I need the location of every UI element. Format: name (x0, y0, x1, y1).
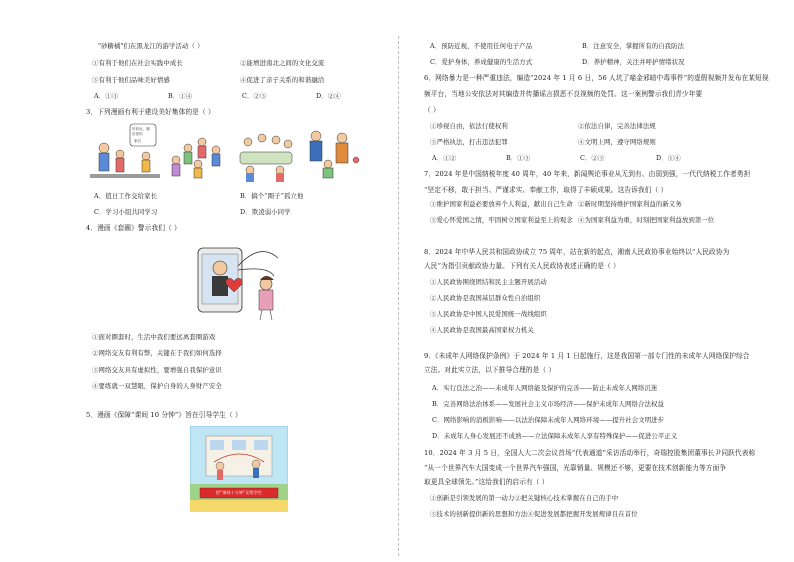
q6-option-c[interactable]: C．②③ (580, 154, 605, 162)
q6-statement: ①珍视自由，依法行使权利 (430, 122, 508, 130)
q10-stem-line: 10．2024 年 3 月 5 日，全国人大二次会议首场“代表通道”采访活动举行，奇瑞控股集团董事长尹同跃代表称 (424, 449, 756, 457)
q3-stem: 3．下列漫画有利于建设美好集体的是（ ） (86, 108, 215, 116)
svg-text:应你你: 应你你 (132, 132, 143, 136)
q4-stem: 4．漫画《套圈》警示我们（ ） (86, 224, 181, 232)
q9-stem-line: 9．《未成年人网络保护条例》于 2024 年 1 月 1 日起施行，这是我国第一部专门性的未成年人网络保护综合 (424, 352, 750, 360)
q5-option-c[interactable]: C．爱护身体，养成健康的生活方式 (430, 58, 533, 66)
q9-option-a[interactable]: A．实行良法之治——未成年人网络能及保护的完善——防止未成年人网络沉迷 (432, 384, 658, 392)
column-divider (398, 36, 399, 556)
q2-statement: ①有利于他们在社会实践中成长 (92, 59, 183, 67)
q2-option-a[interactable]: A．①③ (94, 92, 119, 100)
q3-option-c[interactable]: C．学习小组共同学习 (94, 208, 158, 216)
q7-stem-line: “坚定不移，敢于担当、严谨求实、奉献工作，取得了丰硕成果。这告诉我们（ ） (424, 186, 668, 194)
q10-stem-line: 取更具全球领先。”这给我们的启示有（ ） (424, 478, 549, 486)
q7-statement: ③爱心怀爱国之情，牢固树立国家利益至上的观念 (430, 216, 573, 224)
q4-cartoon-image (190, 236, 288, 322)
q6-stem-line: 频平台，当地公安依法对其编造并传播谣言损恶不良视频的处罚。这一案例警示我们青少年要 (424, 90, 703, 98)
svg-text:家长: 家长 (134, 139, 142, 143)
svg-text:好好玩，顺: 好好玩，顺 (132, 127, 150, 131)
q9-option-d[interactable]: D．未成年人身心发展还不成熟——立法保障未成年人享有特殊保护——促进公平正义 (432, 432, 678, 440)
q5-option-a[interactable]: A．预防近视，不使用任何电子产品 (430, 42, 533, 50)
q6-statement: ④文明上网，遵守网络规则 (578, 138, 656, 146)
q7-statement: ②新时期坚持维护国家利益的新义务 (578, 200, 682, 208)
q6-option-d[interactable]: D．①④ (656, 154, 681, 162)
q4-statement: ③网络交友具有虚拟性，要增强自我保护意识 (92, 366, 222, 374)
q10-stem-line: “从一个世界汽车大国变成一个世界汽车强国，光靠销量、规模还不够，更要在技术创新能力等方面争 (424, 464, 727, 472)
q9-option-b[interactable]: B．完善网络法治体系——发展社会主义市场经济——保护未成年人网络合法权益 (432, 400, 664, 408)
q8-statement: ①人民政协围绕团结和民主主题开展活动 (430, 278, 547, 286)
q10-statement: ③技术的创新提供新的思想和方法④促进发展都把握开发展规律且在首位 (430, 510, 638, 518)
q2-statement: ③有利于他们品味美好情感 (92, 76, 170, 84)
q10-statement: ①创新是引领发展的第一动力②把关键核心技术掌握在自己的手中 (430, 494, 619, 502)
q9-option-c[interactable]: C．网络影响的消极影响——以法治保障未成年人网络环境——提升社会文明进步 (432, 416, 665, 424)
q2-option-c[interactable]: C．②③ (242, 92, 267, 100)
q8-statement: ④人民政协是我国最高国家权力机关 (430, 326, 534, 334)
q5-banner-text: 把“课间十分钟”还给学生 (215, 490, 263, 495)
q3-option-b[interactable]: B．搞个“圈子”孤立他 (240, 192, 304, 200)
q8-statement: ③人民政协是中国人民爱国统一战线组织 (430, 310, 547, 318)
q3-cartoon-image (90, 120, 364, 184)
q4-statement: ②网络交友有利有弊，关键在于我们如何选择 (92, 349, 222, 357)
q6-stem-line: 6．网络暴力是一种严重违法，编造“2024 年 1 月 6 日，56 人坑了喵金邪暗中毒事件”的虚假视频并发布在某短视 (424, 74, 769, 82)
q9-stem-line: 立法。对此实立法，以下推导合理的是（ ） (424, 366, 556, 374)
q7-statement: ①维护国家利益必要放弃个人利益，献出自己生命 (430, 200, 573, 208)
q5-stem: 5．漫画《保障“课间 10 分钟”》旨在引导学生（ ） (86, 411, 242, 419)
q2-option-b[interactable]: B．①④ (168, 92, 193, 100)
q5-option-b[interactable]: B．注意安全，掌握所有的自我防法 (582, 42, 685, 50)
q6-statement: ②依法自律，完善法律法规 (578, 122, 656, 130)
q6-stem-line: （ ） (424, 106, 440, 114)
q7-statement: ④为国家利益为重，时刻把国家利益放到第一位 (578, 216, 715, 224)
q2-intro: "砂糖橘"们在黑龙江的游学活动（ ） (98, 42, 204, 50)
q2-statement: ②能增进南北之间的文化交流 (240, 59, 325, 67)
q6-option-b[interactable]: B．①③ (506, 154, 531, 162)
q5-option-d[interactable]: D．养护精神，关注并呼护情绪状况 (582, 58, 685, 66)
q6-option-a[interactable]: A．①② (432, 154, 457, 162)
q8-statement: ②人民政协是我国基层群众性自治组织 (430, 294, 541, 302)
q8-stem-line: 人民”为指引贡献政协力量。下列有关人民政协表述正确的是（ ） (424, 262, 620, 270)
q8-stem-line: 8．2024 年中华人民共和国政协成立 75 周年，站在新的起点，湘南人民政协事业始终以“人民政协为 (424, 248, 730, 256)
q3-option-a[interactable]: A．值日工作交给家长 (94, 192, 158, 200)
q2-statement: ④促进了亲子关系的和谐融洽 (240, 76, 325, 84)
q5-cartoon-image (190, 426, 288, 512)
q2-option-d[interactable]: D．②④ (316, 92, 341, 100)
q6-statement: ③严格执法，打击违法犯罪 (430, 138, 508, 146)
q4-statement: ①面对圈套时，生活中我们要远离套圈游戏 (92, 333, 216, 341)
q4-statement: ④要练就一双慧眼，保护自身的人身财产安全 (92, 382, 222, 390)
q3-option-d[interactable]: D．欺凌弱小同学 (240, 208, 291, 216)
q7-stem-line: 7．2024 年是中国纳税年度 40 周年，40 年来，新闻舆论事业从无到有、由弱到强，一代代纳税工作者勇担 (424, 170, 751, 178)
